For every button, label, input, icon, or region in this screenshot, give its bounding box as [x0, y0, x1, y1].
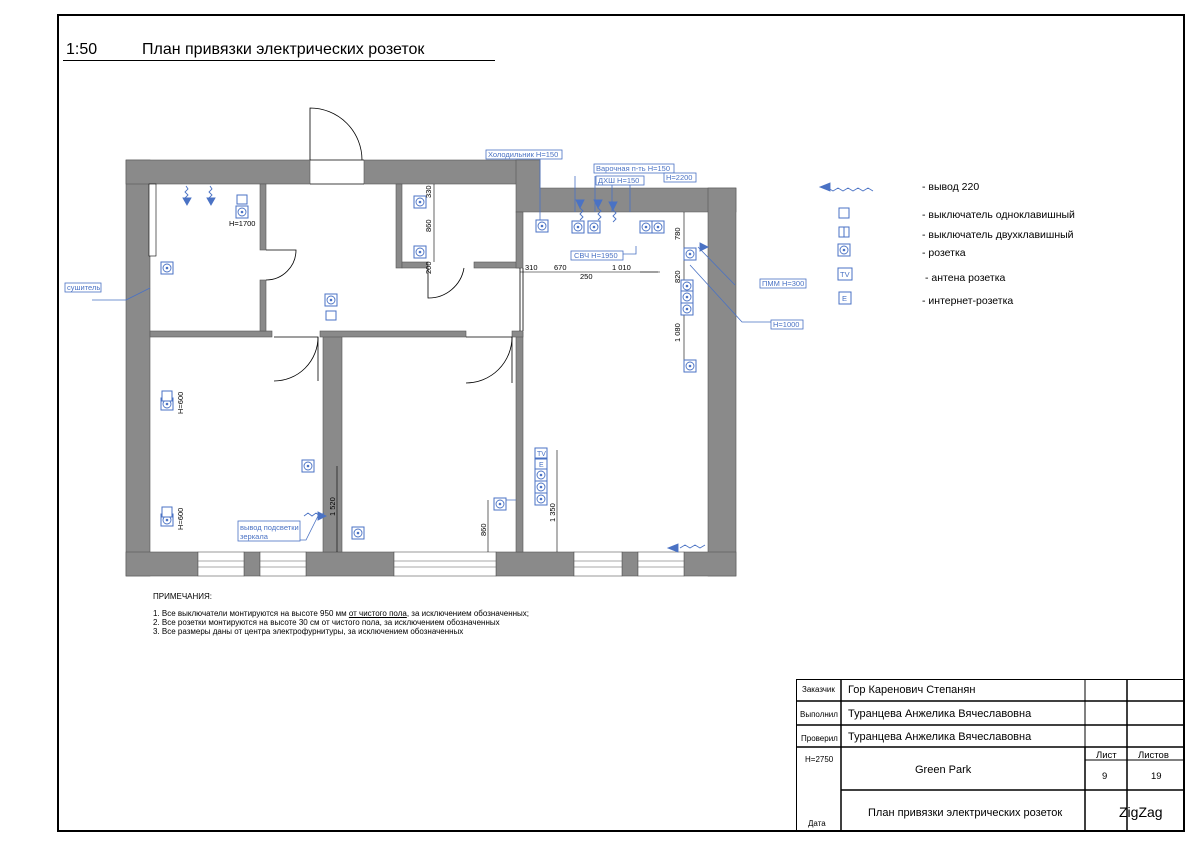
hood-high-label: Н=2200: [666, 173, 693, 182]
socket-icon: [494, 498, 506, 510]
dim-1080: 1 080: [673, 323, 682, 342]
legend-symbols: [838, 208, 852, 304]
dim-200: 200: [424, 261, 433, 274]
sheet-number: 9: [1102, 771, 1108, 782]
drawing-scale: 1:50: [66, 41, 98, 58]
socket-icon: [414, 246, 426, 258]
wall: [323, 336, 342, 552]
mirror-label-1: вывод подсветки: [240, 523, 299, 532]
socket-icon: [236, 206, 248, 218]
socket-icon: [588, 221, 600, 233]
wall: [149, 184, 156, 256]
microwave-label: СВЧ Н=1950: [574, 251, 618, 260]
h600-label-bottom: Н=600: [176, 507, 185, 530]
checked-value: Туранцева Анжелика Вячеславовна: [848, 731, 1032, 743]
wall: [516, 212, 523, 268]
dim-250: 250: [580, 272, 593, 281]
wall: [512, 331, 523, 337]
dishwasher-label: ПММ Н=300: [762, 279, 805, 288]
wall: [306, 552, 394, 576]
socket-icon: [684, 248, 696, 260]
customer-label: Заказчик: [802, 685, 835, 694]
date-label: Дата: [808, 819, 826, 828]
hood-label: ДХШ Н=150: [598, 176, 640, 185]
wall: [126, 552, 198, 576]
switch-single-icon: [162, 391, 172, 401]
door: [466, 337, 512, 383]
dim-820: 820: [673, 270, 682, 283]
height-value: Н=2750: [805, 755, 834, 764]
door: [274, 337, 318, 381]
drawing-title: План привязки электрических розеток: [142, 41, 425, 58]
project-name: Green Park: [915, 764, 972, 776]
wall: [516, 332, 523, 552]
door: [428, 268, 464, 298]
notes-line-1: 1. Все выключатели монтируются на высоте 950 мм от чистого пола, за исключением обозначенных;: [153, 609, 530, 618]
dim-310: 310: [525, 263, 538, 272]
legend-switch-double: - выключатель двухклавишный: [922, 229, 1074, 241]
wall: [150, 331, 272, 337]
wall: [364, 160, 540, 184]
socket-icon: [652, 221, 664, 233]
legend-internet-socket: - интернет-розетка: [922, 295, 1014, 307]
wall: [126, 160, 310, 184]
switch-single-icon: [162, 507, 172, 517]
svg-text:E: E: [842, 294, 848, 303]
net-socket-label: E: [539, 462, 544, 469]
wall: [474, 262, 520, 268]
doors: [266, 108, 523, 383]
dim-860-room: 860: [479, 523, 488, 536]
wall: [244, 552, 260, 576]
socket-icon: [325, 294, 337, 306]
output-220-icon: [828, 188, 873, 191]
socket-icon: [681, 280, 693, 292]
fridge-label: Холодильник Н=150: [488, 150, 559, 159]
socket-icon: [161, 262, 173, 274]
sheets-label: Листов: [1138, 750, 1169, 761]
socket-icon: [838, 244, 850, 256]
socket-icon: [640, 221, 652, 233]
dim-780: 780: [673, 227, 682, 240]
dim-1520: 1 520: [328, 497, 337, 516]
dimension-lines: [337, 184, 684, 552]
socket-icon: [572, 221, 584, 233]
svg-text:TV: TV: [840, 270, 850, 279]
h600-label-top: Н=600: [176, 391, 185, 414]
h1700-label: Н=1700: [229, 219, 256, 228]
socket-icon: [535, 481, 547, 493]
sockets: [161, 195, 696, 539]
customer-value: Гор Каренович Степанян: [848, 684, 976, 696]
entrance-door: [310, 108, 362, 160]
dimension-labels: [328, 185, 682, 536]
socket-icon: [535, 493, 547, 505]
legend-output-220: - вывод 220: [922, 181, 980, 193]
socket-icon: [302, 460, 314, 472]
dim-1010: 1 010: [612, 263, 631, 272]
performer-label: Выполнил: [800, 710, 838, 719]
tv-socket-label: TV: [537, 451, 546, 458]
wall: [622, 552, 638, 576]
mirror-label-2: зеркала: [240, 532, 268, 541]
wall: [320, 331, 466, 337]
notes-heading: ПРИМЕЧАНИЯ:: [153, 592, 213, 601]
switch-single-icon: [839, 208, 849, 218]
legend-switch-single: - выключатель одноклавишный: [922, 209, 1075, 221]
windows: [198, 552, 684, 576]
socket-icon: [684, 360, 696, 372]
power-outputs: [183, 183, 873, 552]
wall: [708, 188, 736, 576]
notes-line-3: 3. Все размеры даны от центра электрофурнитуры, за исключением обозначенных: [153, 627, 464, 636]
dryer-label: сушитель: [67, 283, 101, 292]
sheets-count: 19: [1151, 771, 1162, 782]
socket-icon: [681, 291, 693, 303]
title-block: [796, 679, 1185, 832]
dim-670: 670: [554, 263, 567, 272]
window: [638, 552, 684, 576]
h1000-label: Н=1000: [773, 320, 800, 329]
hob-label: Варочная п-ть Н=150: [596, 164, 671, 173]
sheet-label: Лист: [1096, 750, 1117, 761]
height-labels: [176, 219, 255, 530]
dim-1350: 1 350: [548, 503, 557, 522]
wall: [684, 552, 736, 576]
wall: [260, 184, 266, 250]
wall: [260, 280, 266, 331]
socket-icon: [352, 527, 364, 539]
company-name: ZigZag: [1119, 804, 1163, 820]
dim-330: 330: [424, 185, 433, 198]
socket-icon: [535, 469, 547, 481]
wall: [396, 184, 402, 268]
drawing-title-stamp: План привязки электрических розеток: [868, 807, 1063, 819]
notes-line-2: 2. Все розетки монтируются на высоте 30 см от чистого пола, за исключением обозначенных: [153, 618, 500, 627]
checked-label: Проверил: [801, 734, 838, 743]
window: [198, 552, 244, 576]
legend-tv-socket: - антена розетка: [925, 272, 1006, 284]
window: [574, 552, 622, 576]
switch-double-icon: [839, 227, 849, 237]
wall: [496, 552, 574, 576]
door: [266, 250, 296, 280]
window: [394, 552, 496, 576]
dim-860-wc: 860: [424, 219, 433, 232]
socket-icon: [681, 303, 693, 315]
wall: [126, 160, 150, 576]
socket-icon: [536, 220, 548, 232]
performer-value: Туранцева Анжелика Вячеславовна: [848, 708, 1032, 720]
legend-socket: - розетка: [922, 247, 966, 259]
annotation-leaders: [92, 158, 774, 540]
window: [260, 552, 306, 576]
